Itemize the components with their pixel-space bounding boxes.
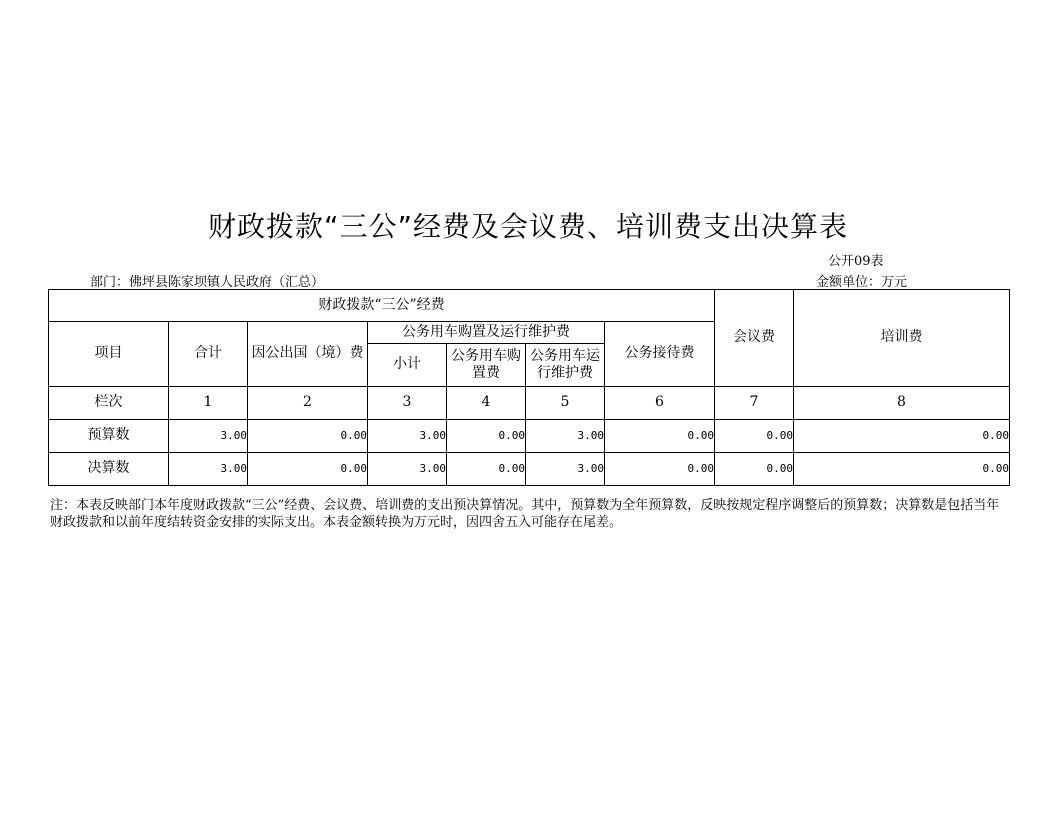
column-index-cell: 1	[169, 387, 248, 420]
table-row-budget	[49, 420, 1010, 453]
header-car-subtotal: 小计	[368, 344, 447, 387]
column-index-row	[49, 387, 1010, 420]
header-sangong-group: 财政拨款“三公”经费	[49, 290, 715, 322]
table-cell: 3.00	[368, 453, 447, 486]
table-cell: 3.00	[169, 453, 248, 486]
header-reception: 公务接待费	[605, 322, 715, 387]
table-cell: 0.00	[605, 420, 715, 453]
column-index-cell: 3	[368, 387, 447, 420]
table-cell: 3.00	[169, 420, 248, 453]
header-meeting: 会议费	[715, 290, 794, 387]
table-cell: 0.00	[715, 453, 794, 486]
header-car-group: 公务用车购置及运行维护费	[368, 322, 605, 344]
header-total: 合计	[169, 322, 248, 387]
header-car-maintenance: 公务用车运行维护费	[526, 344, 605, 387]
department-label: 部门：佛坪县陈家坝镇人民政府（汇总）	[90, 275, 325, 290]
table-cell: 0.00	[248, 420, 368, 453]
header-project: 项目	[49, 322, 169, 387]
table-cell: 3.00	[526, 420, 605, 453]
column-index-cell: 2	[248, 387, 368, 420]
table-cell: 0.00	[605, 453, 715, 486]
table-cell: 0.00	[447, 453, 526, 486]
footnote: 注：本表反映部门本年度财政拨款“三公”经费、会议费、培训费的支出预决算情况。其中，预算数为全年预算数，反映按规定程序调整后的预算数；决算数是包括当年财政拨款和以前年度结转资金安排的实际支出。本表金额转换为万元时，因四舍五入可能存在尾差。	[50, 498, 1000, 530]
table-cell: 3.00	[368, 420, 447, 453]
form-number: 公开09表	[828, 254, 884, 269]
column-index-cell: 6	[605, 387, 715, 420]
table-cell: 0.00	[715, 420, 794, 453]
column-index-cell: 8	[794, 387, 1010, 420]
column-index-cell: 7	[715, 387, 794, 420]
column-index-label: 栏次	[49, 387, 169, 420]
expenditure-table	[48, 289, 1010, 486]
page-title: 财政拨款“三公”经费及会议费、培训费支出决算表	[207, 210, 848, 243]
amount-unit-label: 金额单位：万元	[816, 275, 908, 290]
header-training: 培训费	[794, 290, 1010, 387]
table-cell: 0.00	[794, 453, 1010, 486]
header-abroad: 因公出国（境）费	[248, 322, 368, 387]
table-cell: 0.00	[248, 453, 368, 486]
table-cell: 3.00	[526, 453, 605, 486]
row-label-budget: 预算数	[49, 420, 169, 453]
column-index-cell: 5	[526, 387, 605, 420]
header-row-1	[49, 290, 1010, 322]
column-index-cell: 4	[447, 387, 526, 420]
table-cell: 0.00	[794, 420, 1010, 453]
row-label-final: 决算数	[49, 453, 169, 486]
table-row-final	[49, 453, 1010, 486]
header-car-purchase: 公务用车购置费	[447, 344, 526, 387]
table-cell: 0.00	[447, 420, 526, 453]
